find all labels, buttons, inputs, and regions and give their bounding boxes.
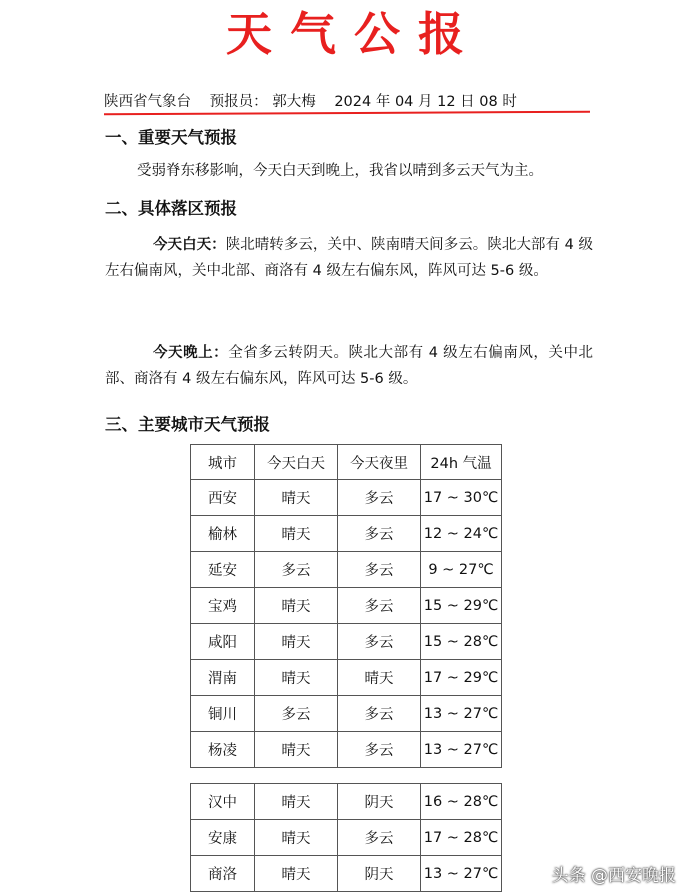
cell-temp: 15 ~ 29℃	[421, 588, 502, 624]
night-forecast	[105, 340, 593, 392]
bulletin-header	[104, 93, 590, 111]
issue-datetime: 2024 年 04 月 12 日 08 时	[334, 94, 517, 110]
forecaster: 预报员： 郭大梅	[209, 94, 316, 110]
cell-city: 杨凌	[191, 732, 255, 768]
city-forecast-table-1	[190, 444, 502, 768]
cell-night: 多云	[338, 732, 421, 768]
issuer: 陕西省气象台	[104, 94, 191, 110]
daytime-forecast	[105, 232, 593, 284]
cell-night: 多云	[338, 624, 421, 660]
table-row	[191, 696, 502, 732]
cell-city: 铜川	[191, 696, 255, 732]
cell-temp: 13 ~ 27℃	[421, 856, 502, 892]
cell-day: 晴天	[255, 820, 338, 856]
cell-day: 晴天	[255, 732, 338, 768]
col-city: 城市	[191, 445, 255, 480]
cell-temp: 9 ~ 27℃	[421, 552, 502, 588]
cell-night: 晴天	[338, 660, 421, 696]
daytime-text: 陕北晴转多云，关中、陕南晴天间多云。陕北大部有 4 级左右偏南风，关中北部、商洛有 4 级左右偏东风，阵风可达 5-6 级。	[105, 237, 594, 279]
cell-day: 晴天	[255, 660, 338, 696]
cell-temp: 17 ~ 30℃	[421, 480, 502, 516]
cell-city: 商洛	[191, 856, 255, 892]
cell-night: 阴天	[338, 784, 421, 820]
cell-city: 渭南	[191, 660, 255, 696]
daytime-label: 今天白天：	[153, 237, 226, 253]
cell-city: 宝鸡	[191, 588, 255, 624]
table-header-row	[191, 445, 502, 480]
section1-text: 受弱脊东移影响，今天白天到晚上，我省以晴到多云天气为主。	[137, 163, 543, 179]
cell-night: 多云	[338, 820, 421, 856]
cell-temp: 13 ~ 27℃	[421, 732, 502, 768]
cell-temp: 12 ~ 24℃	[421, 516, 502, 552]
cell-night: 多云	[338, 588, 421, 624]
cell-city: 汉中	[191, 784, 255, 820]
table-row	[191, 660, 502, 696]
table-row	[191, 480, 502, 516]
cell-city: 延安	[191, 552, 255, 588]
source-watermark: 头条 @西安晚报	[551, 866, 676, 886]
table-row	[191, 820, 502, 856]
cell-city: 西安	[191, 480, 255, 516]
section1-heading: 一、重要天气预报	[105, 128, 237, 147]
table-row	[191, 588, 502, 624]
cell-day: 多云	[255, 696, 338, 732]
city-forecast-table-2	[190, 783, 502, 892]
table-row	[191, 624, 502, 660]
cell-day: 晴天	[255, 516, 338, 552]
night-text: 全省多云转阴天。陕北大部有 4 级左右偏南风，关中北部、商洛有 4 级左右偏东风，阵风可达 5-6 级。	[105, 345, 593, 387]
col-night: 今天夜里	[338, 445, 421, 480]
table-row	[191, 856, 502, 892]
night-label: 今天晚上：	[153, 345, 229, 361]
table-row	[191, 552, 502, 588]
cell-temp: 17 ~ 28℃	[421, 820, 502, 856]
cell-day: 多云	[255, 552, 338, 588]
table-row	[191, 784, 502, 820]
cell-night: 多云	[338, 516, 421, 552]
cell-city: 榆林	[191, 516, 255, 552]
table-row	[191, 732, 502, 768]
cell-day: 晴天	[255, 588, 338, 624]
cell-day: 晴天	[255, 480, 338, 516]
cell-night: 阴天	[338, 856, 421, 892]
cell-day: 晴天	[255, 856, 338, 892]
cell-night: 多云	[338, 552, 421, 588]
bulletin-title: 天气公报	[226, 7, 482, 61]
cell-day: 晴天	[255, 784, 338, 820]
cell-night: 多云	[338, 480, 421, 516]
cell-temp: 15 ~ 28℃	[421, 624, 502, 660]
cell-day: 晴天	[255, 624, 338, 660]
cell-city: 安康	[191, 820, 255, 856]
col-temp: 24h 气温	[421, 445, 502, 480]
col-day: 今天白天	[255, 445, 338, 480]
cell-temp: 16 ~ 28℃	[421, 784, 502, 820]
section3-heading: 三、主要城市天气预报	[105, 415, 270, 434]
table-row	[191, 516, 502, 552]
cell-temp: 13 ~ 27℃	[421, 696, 502, 732]
cell-city: 咸阳	[191, 624, 255, 660]
cell-temp: 17 ~ 29℃	[421, 660, 502, 696]
header-red-rule	[104, 111, 590, 116]
section2-heading: 二、具体落区预报	[105, 199, 237, 218]
cell-night: 多云	[338, 696, 421, 732]
